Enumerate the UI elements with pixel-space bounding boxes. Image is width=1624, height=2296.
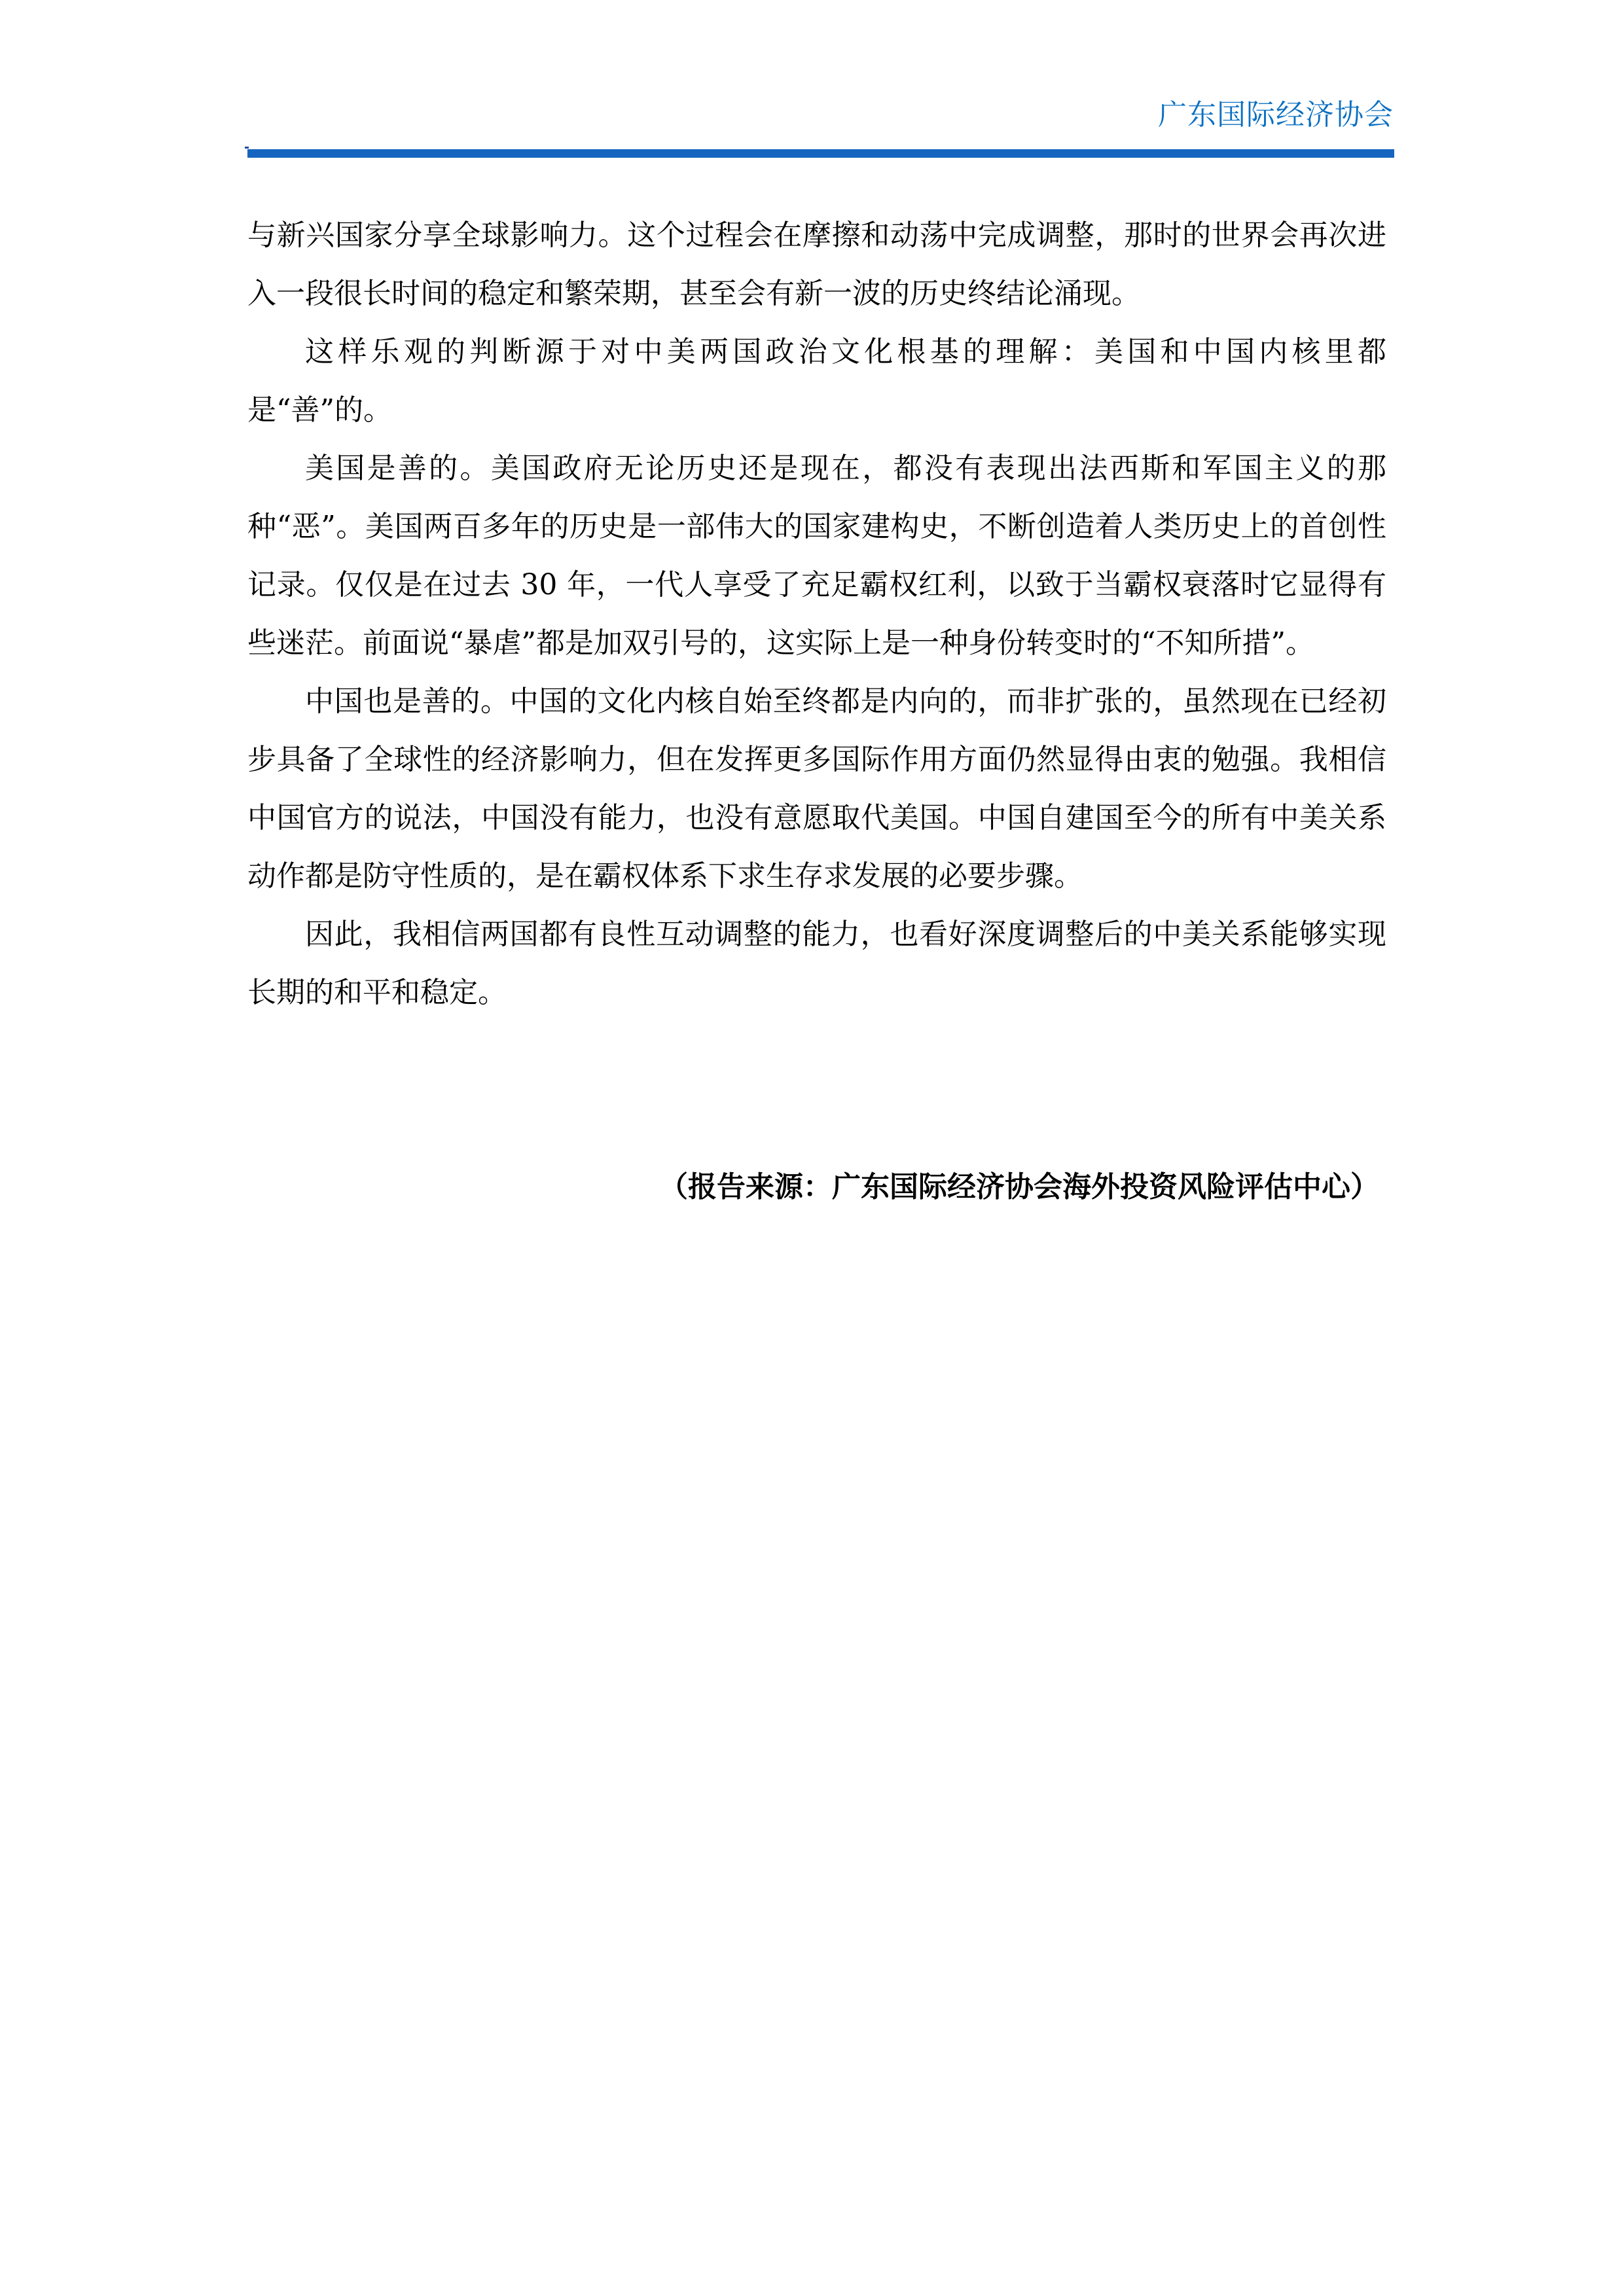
paragraph: 中国也是善的。中国的文化内核自始至终都是内向的，而非扩张的，虽然现在已经初步具备了全球性的经济影响力，但在发挥更多国际作用方面仍然显得由衷的勉强。我相信中国官方的说法，中国没有能力，也没有意愿取代美国。中国自建国至今的所有中美关系动作都是防守性质的，是在霸权体系下求生存求发展的必要步骤。 bbox=[247, 685, 1386, 893]
header-rule bbox=[247, 149, 1394, 158]
paragraph: 这样乐观的判断源于对中美两国政治文化根基的理解：美国和中国内核里都是“善”的。 bbox=[247, 335, 1386, 427]
paragraph: 因此，我相信两国都有良性互动调整的能力，也看好深度调整后的中美关系能够实现长期的和平和稳定。 bbox=[247, 918, 1386, 1009]
header-organization-name: 广东国际经济协会 bbox=[1158, 98, 1394, 132]
report-source: （报告来源：广东国际经济协会海外投资风险评估中心） bbox=[659, 1170, 1379, 1204]
paragraph-continued: 与新兴国家分享全球影响力。这个过程会在摩擦和动荡中完成调整，那时的世界会再次进入一段很长时间的稳定和繁荣期，甚至会有新一波的历史终结论涌现。 bbox=[247, 219, 1386, 310]
header-rule-tick bbox=[245, 147, 249, 149]
paragraph: 美国是善的。美国政府无论历史还是现在，都没有表现出法西斯和军国主义的那种“恶”。美国两百多年的历史是一部伟大的国家建构史，不断创造着人类历史上的首创性记录。仅仅是在过去 30 年，一代人享受了充足霸权红利，以致于当霸权衰落时它显得有些迷茫。前面说“暴虐”都是加双引号的，这实际上是一种身份转变时的“不知所措”。 bbox=[247, 452, 1386, 660]
body-text bbox=[247, 206, 1386, 1022]
